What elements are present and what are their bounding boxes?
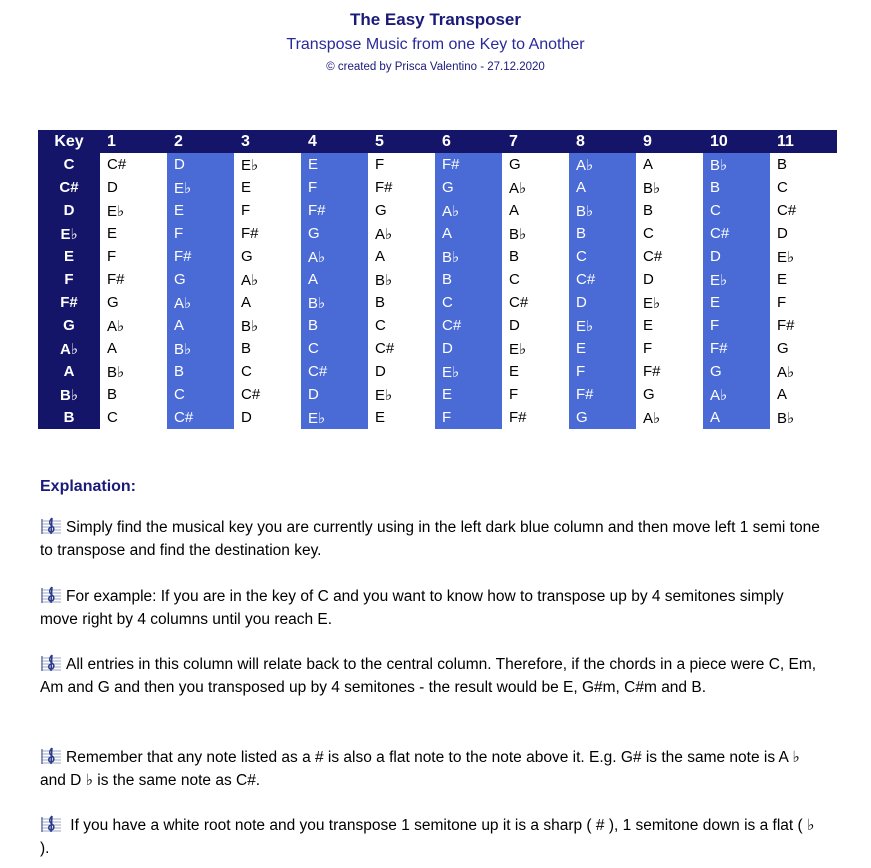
- table-cell: A: [502, 199, 569, 222]
- paragraph-text: For example: If you are in the key of C and you want to know how to transpose up by 4 semitones simply move right by 4 columns until you reach E.: [40, 588, 784, 628]
- table-cell: G: [703, 360, 770, 383]
- table-cell: B: [301, 314, 368, 337]
- table-cell: E: [569, 337, 636, 360]
- table-cell: G: [435, 176, 502, 199]
- explanation-paragraph: [40, 516, 820, 562]
- table-cell: G: [234, 245, 301, 268]
- table-cell: E♭: [100, 199, 167, 222]
- table-row: [38, 268, 837, 291]
- column-header-10: 10: [703, 130, 770, 153]
- paragraph-text: Remember that any note listed as a # is also a flat note to the note above it. E.g. G# is the same note is A ♭ and D ♭ is the same note as C#.: [40, 749, 800, 789]
- table-cell: A: [167, 314, 234, 337]
- table-cell: B♭: [636, 176, 703, 199]
- table-cell: C#: [502, 291, 569, 314]
- table-cell: E♭: [167, 176, 234, 199]
- column-header-2: 2: [167, 130, 234, 153]
- paragraph-text: All entries in this column will relate back to the central column. Therefore, if the chords in a piece were C, Em, Am and G and then you transposed up by 4 semitones - the result would be E, G#m, C#m and B.: [40, 656, 817, 696]
- table-cell: C#: [435, 314, 502, 337]
- column-header-11: 11: [770, 130, 837, 153]
- table-cell: G: [301, 222, 368, 245]
- table-cell: E: [301, 153, 368, 176]
- table-cell: B♭: [100, 360, 167, 383]
- table-cell: A♭: [703, 383, 770, 406]
- table-cell: B♭: [703, 153, 770, 176]
- table-cell: E♭: [502, 337, 569, 360]
- table-cell: E: [435, 383, 502, 406]
- table-cell: B♭: [234, 314, 301, 337]
- table-cell: E♭: [435, 360, 502, 383]
- table-cell: A♭: [636, 406, 703, 429]
- table-row: [38, 291, 837, 314]
- key-cell: E♭: [38, 222, 100, 245]
- table-cell: E: [502, 360, 569, 383]
- table-cell: F: [167, 222, 234, 245]
- table-row: [38, 199, 837, 222]
- table-cell: D: [234, 406, 301, 429]
- table-cell: F: [368, 153, 435, 176]
- table-cell: B: [100, 383, 167, 406]
- table-cell: C: [770, 176, 837, 199]
- table-cell: E: [167, 199, 234, 222]
- table-row: [38, 337, 837, 360]
- table-row: [38, 176, 837, 199]
- table-cell: C#: [703, 222, 770, 245]
- table-cell: B♭: [502, 222, 569, 245]
- table-cell: E♭: [368, 383, 435, 406]
- table-cell: C: [569, 245, 636, 268]
- column-header-5: 5: [368, 130, 435, 153]
- table-cell: F: [234, 199, 301, 222]
- table-cell: F#: [368, 176, 435, 199]
- table-cell: E♭: [703, 268, 770, 291]
- table-row: [38, 406, 837, 429]
- table-cell: E: [703, 291, 770, 314]
- table-cell: D: [167, 153, 234, 176]
- table-cell: A♭: [770, 360, 837, 383]
- table-cell: C#: [167, 406, 234, 429]
- table-cell: B: [703, 176, 770, 199]
- table-cell: C#: [100, 153, 167, 176]
- table-cell: F: [100, 245, 167, 268]
- column-header-9: 9: [636, 130, 703, 153]
- table-cell: A: [368, 245, 435, 268]
- table-cell: C: [301, 337, 368, 360]
- table-cell: C: [435, 291, 502, 314]
- page-subtitle: Transpose Music from one Key to Another: [286, 36, 585, 53]
- table-cell: F: [435, 406, 502, 429]
- table-cell: A♭: [502, 176, 569, 199]
- table-cell: C: [100, 406, 167, 429]
- table-cell: D: [502, 314, 569, 337]
- table-cell: F#: [100, 268, 167, 291]
- table-cell: C#: [770, 199, 837, 222]
- table-cell: C#: [301, 360, 368, 383]
- key-cell: B♭: [38, 383, 100, 406]
- explanation-title: Explanation:: [40, 478, 137, 495]
- column-header-7: 7: [502, 130, 569, 153]
- table-cell: A: [770, 383, 837, 406]
- table-cell: G: [502, 153, 569, 176]
- key-column-header: Key: [38, 130, 100, 153]
- table-cell: C#: [636, 245, 703, 268]
- table-cell: D: [435, 337, 502, 360]
- table-header-row: [38, 130, 837, 153]
- table-cell: A: [636, 153, 703, 176]
- table-cell: F: [636, 337, 703, 360]
- table-cell: B: [636, 199, 703, 222]
- treble-clef-icon: [40, 654, 62, 672]
- table-cell: A♭: [368, 222, 435, 245]
- table-row: [38, 314, 837, 337]
- table-cell: F#: [234, 222, 301, 245]
- treble-clef-icon: [40, 586, 62, 604]
- table-cell: C#: [569, 268, 636, 291]
- table-cell: B: [569, 222, 636, 245]
- column-header-4: 4: [301, 130, 368, 153]
- table-row: [38, 245, 837, 268]
- key-cell: B: [38, 406, 100, 429]
- treble-clef-icon: [40, 747, 62, 765]
- table-cell: A: [569, 176, 636, 199]
- table-cell: E: [368, 406, 435, 429]
- table-cell: F: [569, 360, 636, 383]
- table-cell: F: [703, 314, 770, 337]
- explanation-section: [40, 478, 820, 857]
- table-cell: D: [770, 222, 837, 245]
- page-title: The Easy Transposer: [349, 10, 522, 29]
- table-cell: B♭: [435, 245, 502, 268]
- table-cell: G: [167, 268, 234, 291]
- table-cell: C: [167, 383, 234, 406]
- column-header-6: 6: [435, 130, 502, 153]
- table-cell: D: [636, 268, 703, 291]
- table-cell: G: [569, 406, 636, 429]
- table-cell: E: [100, 222, 167, 245]
- table-cell: C#: [368, 337, 435, 360]
- table-cell: G: [770, 337, 837, 360]
- table-cell: B♭: [770, 406, 837, 429]
- explanation-paragraph: [40, 585, 820, 631]
- explanation-paragraph: [40, 746, 820, 792]
- table-row: [38, 383, 837, 406]
- column-header-3: 3: [234, 130, 301, 153]
- table-cell: C: [234, 360, 301, 383]
- table-cell: A♭: [435, 199, 502, 222]
- explanation-paragraph: [40, 814, 820, 860]
- table-cell: B: [368, 291, 435, 314]
- table-cell: A: [435, 222, 502, 245]
- table-cell: E♭: [770, 245, 837, 268]
- table-cell: E♭: [636, 291, 703, 314]
- table-cell: D: [703, 245, 770, 268]
- table-cell: B♭: [368, 268, 435, 291]
- key-cell: G: [38, 314, 100, 337]
- table-cell: A: [301, 268, 368, 291]
- key-cell: F: [38, 268, 100, 291]
- table-cell: C#: [234, 383, 301, 406]
- table-cell: F#: [703, 337, 770, 360]
- table-cell: A: [100, 337, 167, 360]
- key-cell: C#: [38, 176, 100, 199]
- table-cell: E♭: [569, 314, 636, 337]
- key-cell: A♭: [38, 337, 100, 360]
- table-cell: E♭: [234, 153, 301, 176]
- table-row: [38, 153, 837, 176]
- treble-clef-icon: [40, 517, 62, 535]
- table-cell: D: [368, 360, 435, 383]
- table-cell: C: [703, 199, 770, 222]
- key-cell: A: [38, 360, 100, 383]
- key-cell: D: [38, 199, 100, 222]
- table-cell: E: [234, 176, 301, 199]
- table-cell: A♭: [167, 291, 234, 314]
- table-cell: A♭: [234, 268, 301, 291]
- table-cell: B♭: [167, 337, 234, 360]
- treble-clef-icon: [40, 815, 62, 833]
- key-cell: C: [38, 153, 100, 176]
- table-cell: F: [301, 176, 368, 199]
- table-cell: B: [502, 245, 569, 268]
- table-cell: F#: [569, 383, 636, 406]
- key-cell: E: [38, 245, 100, 268]
- table-cell: B: [435, 268, 502, 291]
- table-cell: D: [301, 383, 368, 406]
- table-cell: A♭: [569, 153, 636, 176]
- table-cell: A: [703, 406, 770, 429]
- table-cell: F#: [502, 406, 569, 429]
- table-cell: G: [368, 199, 435, 222]
- table-cell: E: [770, 268, 837, 291]
- table-cell: F#: [435, 153, 502, 176]
- column-header-1: 1: [100, 130, 167, 153]
- table-cell: F#: [167, 245, 234, 268]
- table-cell: F: [502, 383, 569, 406]
- table-cell: B: [167, 360, 234, 383]
- table-cell: B♭: [569, 199, 636, 222]
- table-cell: C: [502, 268, 569, 291]
- table-row: [38, 222, 837, 245]
- paragraph-text: Simply find the musical key you are currently using in the left dark blue column and then move left 1 semi tone to transpose and find the destination key.: [40, 519, 820, 559]
- table-cell: F#: [770, 314, 837, 337]
- table-cell: E♭: [301, 406, 368, 429]
- table-cell: F: [770, 291, 837, 314]
- table-cell: A♭: [100, 314, 167, 337]
- table-cell: G: [636, 383, 703, 406]
- table-cell: D: [569, 291, 636, 314]
- table-cell: G: [100, 291, 167, 314]
- table-row: [38, 360, 837, 383]
- explanation-paragraph: [40, 653, 820, 699]
- table-cell: B: [234, 337, 301, 360]
- table-cell: C: [368, 314, 435, 337]
- column-header-8: 8: [569, 130, 636, 153]
- table-cell: F#: [636, 360, 703, 383]
- table-cell: C: [636, 222, 703, 245]
- transposition-table: [38, 130, 837, 429]
- table-cell: A♭: [301, 245, 368, 268]
- table-cell: B♭: [301, 291, 368, 314]
- paragraph-text: If you have a white root note and you transpose 1 semitone up it is a sharp ( # ), 1 semitone down is a flat ( ♭ ).: [40, 817, 815, 857]
- table-cell: A: [234, 291, 301, 314]
- table-cell: B: [770, 153, 837, 176]
- table-cell: F#: [301, 199, 368, 222]
- table-cell: E: [636, 314, 703, 337]
- key-cell: F#: [38, 291, 100, 314]
- page-header: [0, 8, 871, 73]
- credit-line: © created by Prisca Valentino - 27.12.2020: [326, 61, 545, 73]
- table-cell: D: [100, 176, 167, 199]
